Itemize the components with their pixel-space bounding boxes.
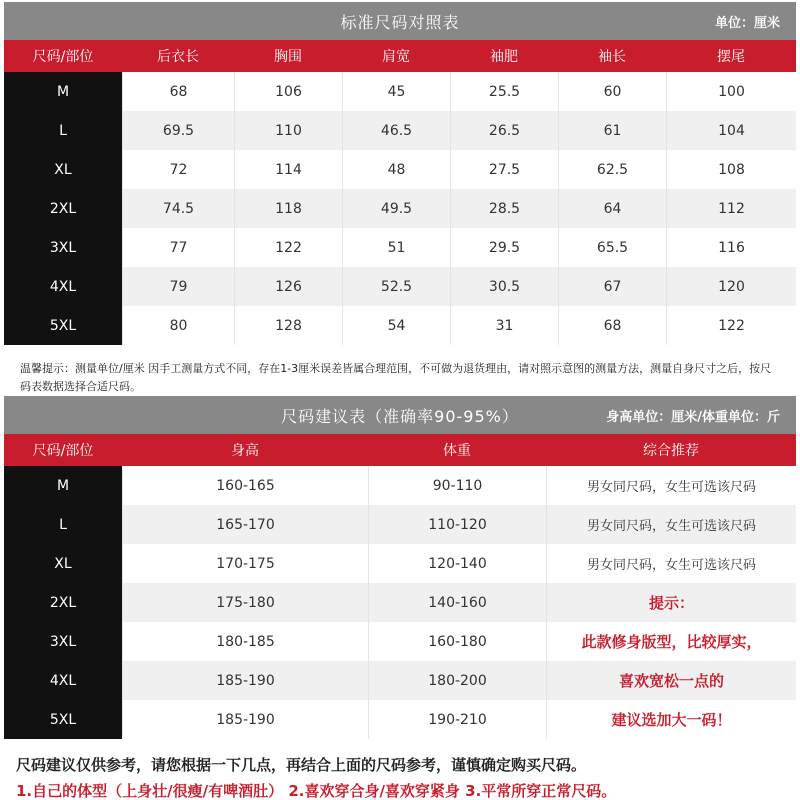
table-cell: 110-120 [368,505,546,544]
table-cell: 男女同尺码，女生可选该尺码 [546,505,796,544]
table-cell: 122 [234,228,342,267]
table-cell: 90-110 [368,466,546,505]
size-label-cell: 2XL [4,583,122,622]
table-cell: 108 [666,150,796,189]
size-label-cell: L [4,505,122,544]
table-cell: 49.5 [342,189,450,228]
table-cell: 106 [234,72,342,111]
size-label-cell: 4XL [4,267,122,306]
recommend-chart-title: 尺码建议表（准确率90-95%） [281,406,519,426]
table-cell: 122 [666,306,796,345]
size-label-cell: 3XL [4,228,122,267]
table-cell: 29.5 [450,228,558,267]
table-cell: 68 [558,306,666,345]
table-cell: 54 [342,306,450,345]
table-cell: 48 [342,150,450,189]
table-cell: 60 [558,72,666,111]
table-cell: 128 [234,306,342,345]
table-row [4,466,796,505]
size-label-cell: L [4,111,122,150]
header-cell: 尺码/部位 [4,40,122,72]
table-cell: 31 [450,306,558,345]
table-row [4,544,796,583]
table-cell: 126 [234,267,342,306]
table-cell: 175-180 [122,583,368,622]
table-row [4,306,796,345]
table-row [4,189,796,228]
header-cell: 综合推荐 [643,443,699,459]
table-row [4,150,796,189]
table-cell: 64 [558,189,666,228]
table-cell: 100 [666,72,796,111]
size-chart-table [4,40,796,345]
measurement-note: 温馨提示：测量单位/厘米 因手工测量方式不同，存在1-3厘米误差皆属合理范围，不可做为退货理由，请对照示意图的测量方法，测量自身尺寸之后，按尺码表数据选择合适尺码。 [20,362,772,393]
table-row [4,72,796,111]
table-row [4,505,796,544]
table-cell: 110 [234,111,342,150]
table-cell: 69.5 [122,111,234,150]
size-label-cell: 5XL [4,306,122,345]
table-cell: 185-190 [122,700,368,739]
table-cell: 118 [234,189,342,228]
size-label-cell: 2XL [4,189,122,228]
table-cell: 77 [122,228,234,267]
table-cell: 62.5 [558,150,666,189]
table-cell: 112 [666,189,796,228]
table-cell: 180-185 [122,622,368,661]
size-label-cell: XL [4,150,122,189]
size-label-cell: M [4,466,122,505]
recommend-chart-table [4,434,796,739]
size-label-cell: XL [4,544,122,583]
table-cell: 67 [558,267,666,306]
table-cell: 28.5 [450,189,558,228]
table-cell: 30.5 [450,267,558,306]
table-row [4,267,796,306]
size-label-cell: 4XL [4,661,122,700]
table-cell: 45 [342,72,450,111]
table-cell: 此款修身版型，比较厚实， [546,622,796,661]
recommend-chart-header-row [4,434,796,466]
table-cell: 61 [558,111,666,150]
header-cell: 袖肥 [490,49,518,65]
table-cell: 114 [234,150,342,189]
table-cell: 180-200 [368,661,546,700]
table-cell: 26.5 [450,111,558,150]
table-cell: 喜欢宽松一点的 [546,661,796,700]
header-cell: 摆尾 [717,49,745,65]
table-cell: 160-180 [368,622,546,661]
table-row [4,228,796,267]
header-cell: 肩宽 [382,49,410,65]
table-row [4,622,796,661]
size-chart-unit: 单位：厘米 [714,15,780,31]
table-cell: 72 [122,150,234,189]
header-cell: 尺码/部位 [4,434,122,466]
footer-advice: 尺码建议仅供参考，请您根据一下几点，再结合上面的尺码参考，谨慎确定购买尺码。 [16,756,587,774]
table-row [4,700,796,739]
table-row [4,661,796,700]
table-cell: 65.5 [558,228,666,267]
table-cell: 46.5 [342,111,450,150]
table-cell: 120-140 [368,544,546,583]
table-cell: 104 [666,111,796,150]
recommend-chart-unit: 身高单位：厘米/体重单位：斤 [606,409,780,425]
table-cell: 51 [342,228,450,267]
size-chart-title: 标准尺码对照表 [340,12,460,32]
header-cell: 体重 [443,443,471,459]
size-label-cell: M [4,72,122,111]
size-chart-title-bar [4,2,796,40]
table-cell: 170-175 [122,544,368,583]
header-cell: 胸围 [274,49,302,65]
header-cell: 后衣长 [157,49,199,65]
table-cell: 165-170 [122,505,368,544]
table-cell: 116 [666,228,796,267]
table-cell: 男女同尺码，女生可选该尺码 [546,544,796,583]
table-cell: 74.5 [122,189,234,228]
table-cell: 52.5 [342,267,450,306]
table-cell: 25.5 [450,72,558,111]
table-cell: 男女同尺码，女生可选该尺码 [546,466,796,505]
footer-points: 1.自己的体型（上身壮/很瘦/有啤酒肚） 2.喜欢穿合身/喜欢穿紧身 3.平常所穿正常尺码。 [16,782,617,800]
table-cell: 140-160 [368,583,546,622]
table-cell: 27.5 [450,150,558,189]
table-cell: 68 [122,72,234,111]
header-cell: 袖长 [598,49,626,65]
size-chart-header-row [4,40,796,72]
table-cell: 185-190 [122,661,368,700]
size-label-cell: 3XL [4,622,122,661]
table-cell: 80 [122,306,234,345]
table-cell: 79 [122,267,234,306]
table-cell: 160-165 [122,466,368,505]
table-row [4,583,796,622]
header-cell: 身高 [231,443,259,459]
table-cell: 建议选加大一码！ [546,700,796,739]
table-cell: 120 [666,267,796,306]
table-cell: 190-210 [368,700,546,739]
recommend-chart-title-bar [4,396,796,434]
size-label-cell: 5XL [4,700,122,739]
table-cell: 提示： [546,583,796,622]
table-row [4,111,796,150]
